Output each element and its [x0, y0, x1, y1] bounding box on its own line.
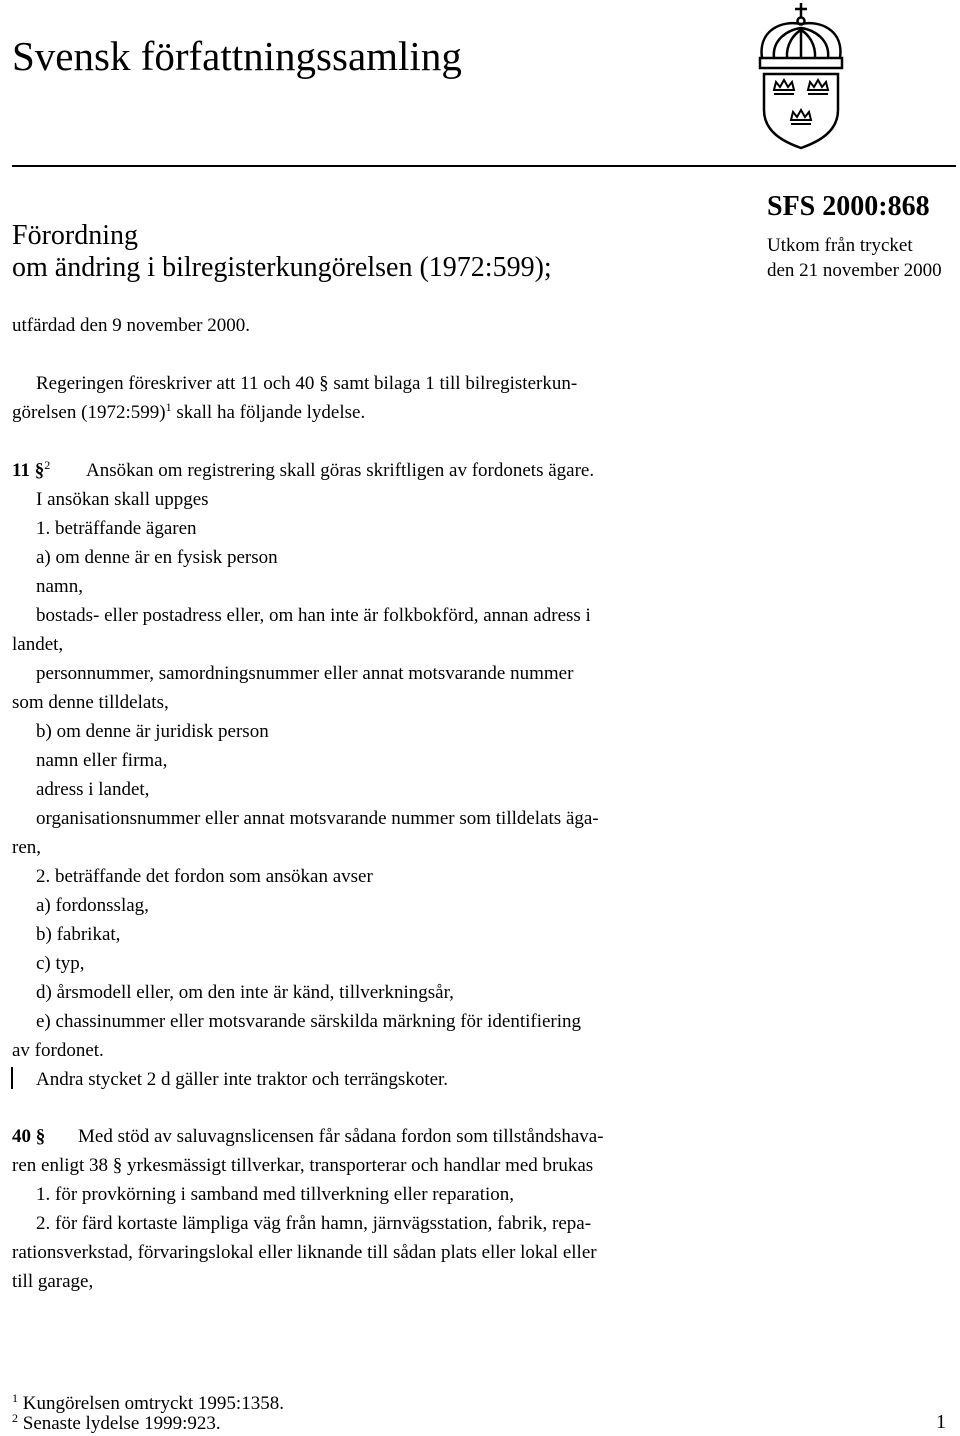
page-number: 1: [936, 1411, 946, 1433]
paragraph-line: a) om denne är en fysisk person: [36, 547, 278, 568]
paragraph-line: 2. för färd kortaste lämpliga väg från hamn, järnvägsstation, fabrik, repa-: [36, 1213, 592, 1234]
paragraph-line: rationsverkstad, förvaringslokal eller liknande till sådan plats eller lokal eller: [12, 1242, 597, 1263]
paragraph-line: organisationsnummer eller annat motsvarande nummer som tilldelats äga-: [36, 808, 599, 829]
footnote-text: Kungörelsen omtryckt 1995:1358.: [18, 1393, 284, 1414]
paragraph-line: ren enligt 38 § yrkesmässigt tillverkar, transporterar och handlar med brukas: [12, 1155, 594, 1176]
paragraph-line: Andra stycket 2 d gäller inte traktor och terrängskoter.: [36, 1069, 449, 1090]
paragraph-line: d) årsmodell eller, om den inte är känd, tillverkningsår,: [36, 982, 454, 1003]
paragraph-line: ren,: [12, 837, 42, 858]
paragraph-line: till garage,: [12, 1271, 94, 1292]
paragraph-line: c) typ,: [36, 953, 85, 974]
change-marker: [11, 1067, 13, 1089]
footnote-mark: 2: [12, 1411, 18, 1425]
footnote-mark: 1: [12, 1391, 18, 1405]
footnote-ref: 2: [44, 458, 51, 472]
paragraph-line: av fordonet.: [12, 1040, 104, 1061]
intro-line: Regeringen föreskriver att 11 och 40 § samt bilaga 1 till bilregisterkun-: [36, 373, 578, 394]
footnote-ref: 1: [165, 400, 172, 414]
paragraph-line: a) fordonsslag,: [36, 895, 149, 916]
paragraph-line: Ansökan om registrering skall göras skriftligen av fordonets ägare.: [86, 460, 595, 481]
paragraph-line: namn,: [36, 576, 83, 597]
paragraph-line: landet,: [12, 634, 64, 655]
paragraph-line: 1. för provkörning i samband med tillverkning eller reparation,: [36, 1184, 515, 1205]
paragraph-line: namn eller firma,: [36, 750, 168, 771]
paragraph-line: b) om denne är juridisk person: [36, 721, 269, 742]
paragraph-line: som denne tilldelats,: [12, 692, 169, 713]
document-type: Förordning: [12, 220, 138, 251]
intro-text: skall ha följande lydelse.: [171, 402, 366, 423]
paragraph-line: Med stöd av saluvagnslicensen får sådana fordon som tillståndshava-: [78, 1126, 604, 1147]
paragraph-line: personnummer, samordningsnummer eller annat motsvarande nummer: [36, 663, 574, 684]
paragraph-line: 2. beträffande det fordon som ansökan avser: [36, 866, 373, 887]
swedish-coat-of-arms-icon: [752, 0, 850, 150]
paragraph-40-number: 40 §: [12, 1126, 46, 1147]
header-rule: [12, 165, 956, 167]
paragraph-number: 11 §: [12, 460, 45, 481]
paragraph-line: b) fabrikat,: [36, 924, 121, 945]
paragraph-line: 1. beträffande ägaren: [36, 518, 197, 539]
series-title: Svensk författningssamling: [12, 33, 462, 79]
publication-date-line1: Utkom från trycket: [767, 235, 913, 256]
footnote-text: Senaste lydelse 1999:923.: [18, 1413, 221, 1434]
paragraph-line: e) chassinummer eller motsvarande särskilda märkning för identifiering: [36, 1011, 582, 1032]
footnote: [12, 1412, 221, 1436]
sfs-number: SFS 2000:868: [767, 191, 930, 222]
issued-date: utfärdad den 9 november 2000.: [12, 315, 250, 336]
document-title: om ändring i bilregisterkungörelsen (1972:599);: [12, 252, 552, 283]
paragraph-line: I ansökan skall uppges: [36, 489, 209, 510]
paragraph-line: bostads- eller postadress eller, om han inte är folkbokförd, annan adress i: [36, 605, 591, 626]
publication-date-line2: den 21 november 2000: [767, 260, 942, 281]
paragraph-line: adress i landet,: [36, 779, 150, 800]
intro-line: [12, 398, 365, 427]
paragraph-11-heading: [12, 456, 50, 485]
intro-text: görelsen (1972:599): [12, 402, 166, 423]
